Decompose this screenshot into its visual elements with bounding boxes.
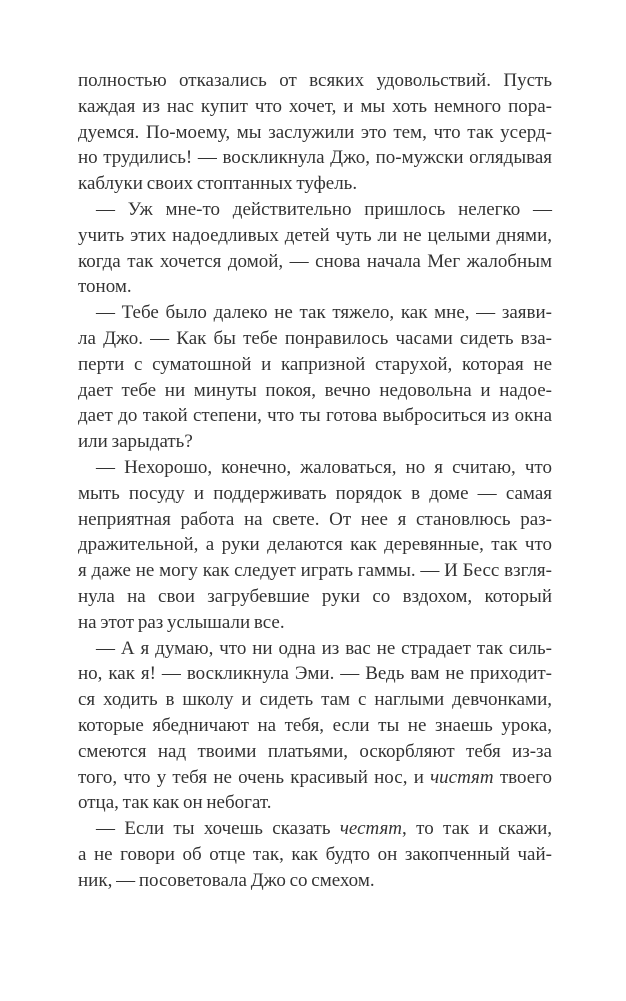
text-run: дает до такой степени, что ты готова выброситься из окна [78,405,552,427]
text-line [78,223,552,249]
text-line [78,842,552,868]
text-line [78,636,552,662]
text-run: — Если ты хочешь сказать [96,818,340,840]
text-run: полностью отказались от всяких удовольствий. Пусть [78,70,552,91]
text-line [78,790,552,816]
text-line [78,403,552,429]
text-line [78,249,552,275]
text-line [78,661,552,687]
text-line [78,713,552,739]
text-run: дражительной, а руки делаются как деревянные, так что [78,534,552,556]
text-run: ла Джо. — Как бы тебе понравилось часами сидеть вза- [78,327,552,349]
text-run: — Уж мне-то действительно пришлось нелегко — [96,198,552,220]
italic-word: чистят [430,766,494,788]
text-run: отца, так как он небогат. [78,792,272,814]
text-column [78,68,552,894]
text-run: того, что у тебя не очень красивый нос, и [78,766,431,788]
text-line [78,352,552,378]
text-run: а не говори об отце так, как будто он закопченный чай- [78,843,552,865]
text-run: — Тебе было далеко не так тяжело, как мне, — заяви- [96,302,552,324]
text-line [78,455,552,481]
text-run: учить этих надоедливых детей чуть ли не целыми днями, [78,224,552,246]
paragraph [78,455,552,636]
text-run: ся ходить в школу и сидеть там с наглыми девчонками, [78,689,552,711]
text-run: мыть посуду и поддерживать порядок в доме — самая [78,482,552,504]
text-line [78,94,552,120]
text-run: на этот раз услышали все. [78,611,285,633]
text-line [78,378,552,404]
paragraph [78,816,552,893]
text-run: твоего [493,766,552,788]
text-line [78,429,552,455]
text-line [78,171,552,197]
paragraph [78,68,552,197]
text-line [78,765,552,791]
paragraph [78,197,552,300]
text-line [78,68,552,94]
text-run: или зарыдать? [78,431,193,453]
text-run: — А я думаю, что ни одна из вас не страдает так силь- [96,637,552,659]
italic-word: честят [339,818,403,840]
text-line [78,610,552,636]
text-line [78,197,552,223]
text-run: смеются над твоими платьями, оскорбляют тебя из-за [78,740,552,762]
text-run: дуемся. По-моему, мы заслужили это тем, что так усерд- [78,121,552,143]
text-line [78,584,552,610]
text-line [78,145,552,171]
text-run: но трудились! — воскликнула Джо, по-мужски оглядывая [78,147,552,169]
text-run: перти с суматошной и капризной старухой, которая не [78,353,552,375]
text-line [78,300,552,326]
text-run: каблуки своих стоптанных туфель. [78,173,358,195]
text-run: нула на свои загрубевшие руки со вздохом, который [78,585,552,607]
text-run: тоном. [78,276,132,298]
text-run: , то так и скажи, [402,818,552,840]
text-line [78,532,552,558]
text-run: когда так хочется домой, — снова начала Мег жалобным [78,250,552,272]
text-run: но, как я! — воскликнула Эми. — Ведь вам не приходит- [78,663,552,685]
text-run: я даже не могу как следует играть гаммы. — И Бесс взгля- [78,560,552,582]
text-line [78,816,552,842]
text-run: которые ябедничают на тебя, если ты не знаешь урока, [78,714,552,736]
text-line [78,558,552,584]
text-line [78,687,552,713]
text-run: ник, — посоветовала Джо со смехом. [78,869,375,891]
text-line [78,481,552,507]
text-run: — Нехорошо, конечно, жаловаться, но я считаю, что [96,456,552,478]
text-line [78,507,552,533]
text-run: дает тебе ни минуты покоя, вечно недовольна и надое- [78,379,552,401]
paragraph [78,636,552,817]
text-line [78,326,552,352]
text-run: каждая из нас купит что хочет, и мы хоть немного пора- [78,95,552,117]
paragraph [78,300,552,455]
text-line [78,739,552,765]
text-line [78,274,552,300]
text-run: неприятная работа на свете. От нее я становлюсь раз- [78,508,552,530]
text-line [78,868,552,894]
text-line [78,120,552,146]
